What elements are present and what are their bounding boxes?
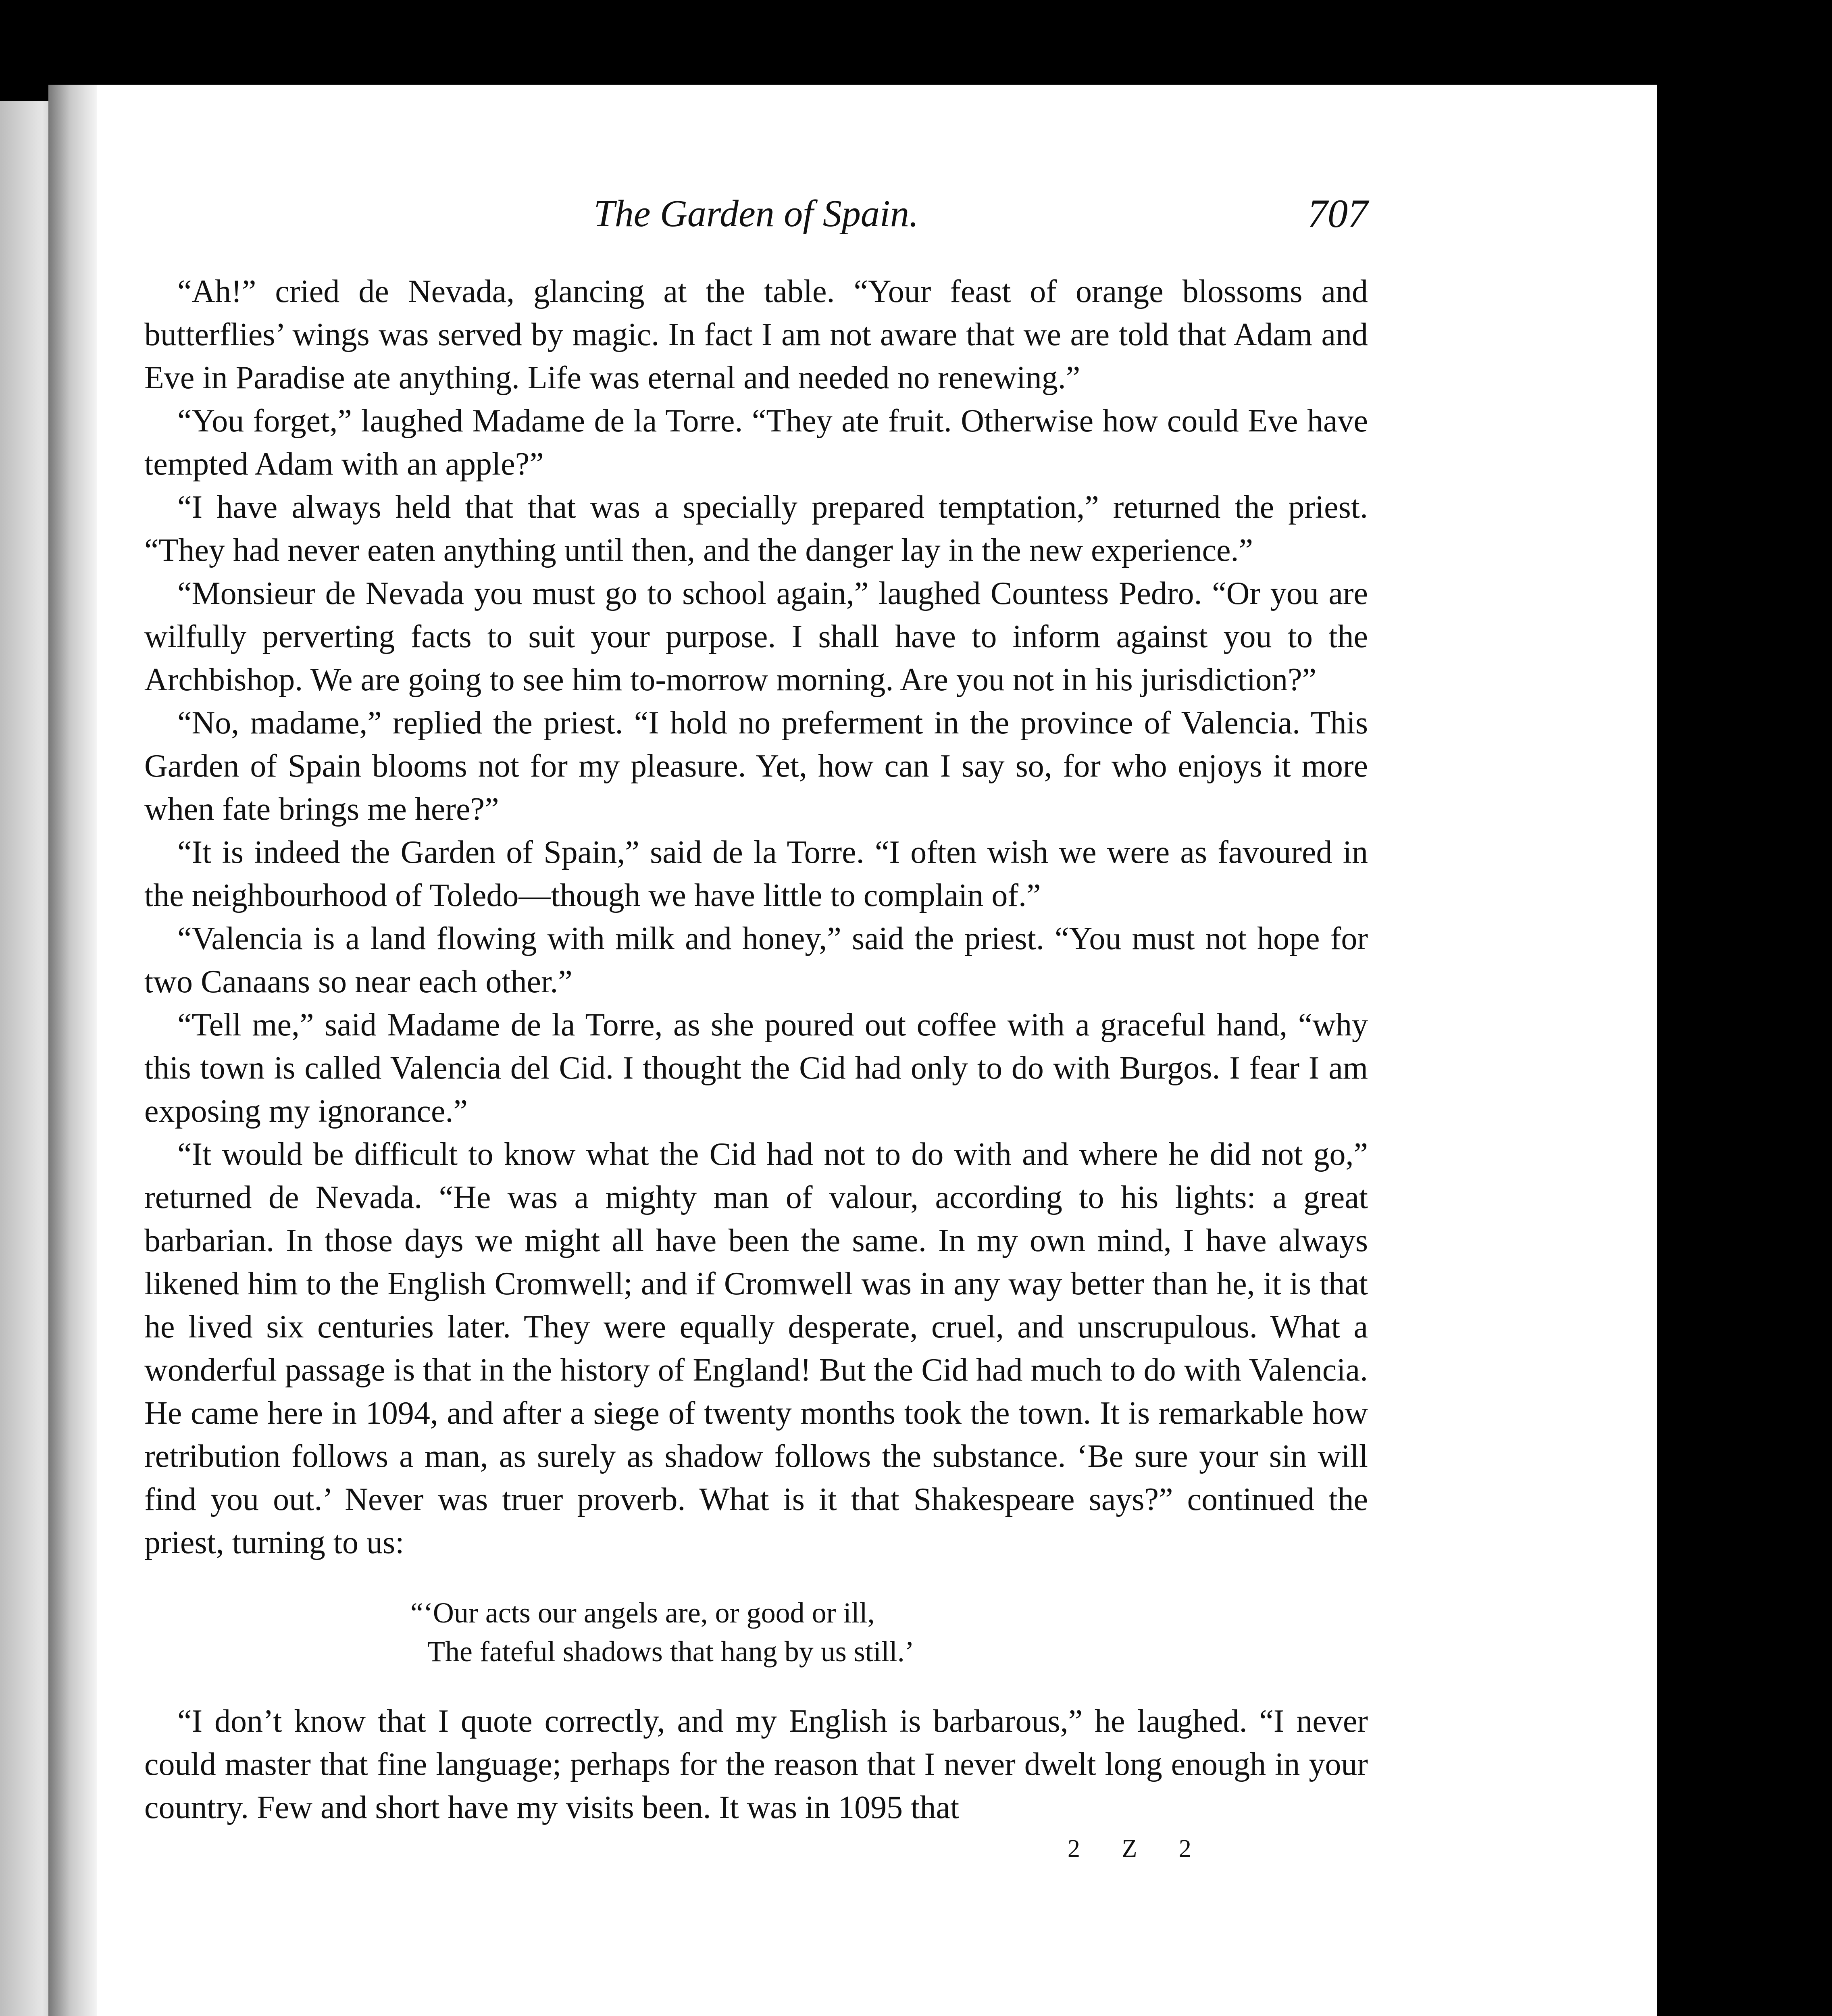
verse-quotation xyxy=(144,1593,1368,1671)
page-number: 707 xyxy=(1307,191,1368,236)
verse-line: The fateful shadows that hang by us still.’ xyxy=(427,1635,914,1668)
page-header xyxy=(144,190,1368,254)
paragraph: “Tell me,” said Madame de la Torre, as she poured out coffee with a graceful hand, “why this town is called Valencia del Cid. I thought the Cid had only to do with Burgos. I fear I am exposing my ignorance.” xyxy=(144,1007,1368,1129)
paragraph: “Monsieur de Nevada you must go to school again,” laughed Countess Pedro. “Or you are wilfully perverting facts to suit your purpose. I shall have to inform against you to the Archbishop. We are going to see him to-morrow morning. Are you not in his jurisdiction?” xyxy=(144,576,1368,698)
signature-mark: 2 Z 2 xyxy=(1068,1835,1209,1862)
paragraph: “Valencia is a land flowing with milk and honey,” said the priest. “You must not hope for two Canaans so near each other.” xyxy=(144,921,1368,1000)
closing-paragraph: “I don’t know that I quote correctly, and my English is barbarous,” he laughed. “I never could master that fine language; perhaps for the reason that I never dwelt long enough in your country. Few and short have my visits been. It was in 1095 that xyxy=(144,1704,1368,1825)
running-title: The Garden of Spain. xyxy=(593,193,919,235)
verse-line: “‘Our acts our angels are, or good or ill, xyxy=(410,1597,875,1629)
paragraph: “It is indeed the Garden of Spain,” said de la Torre. “I often wish we were as favoured in the neighbourhood of Toledo—though we have little to complain of.” xyxy=(144,835,1368,913)
paragraph: “You forget,” laughed Madame de la Torre. “They ate fruit. Otherwise how could Eve have tempted Adam with an apple?” xyxy=(144,403,1368,482)
paragraph: “Ah!” cried de Nevada, glancing at the table. “Your feast of orange blossoms and butterflies’ wings was served by magic. In fact I am not aware that we are told that Adam and Eve in Paradise ate anything. Life was eternal and needed no renewing.” xyxy=(144,274,1368,396)
paragraph: “I have always held that that was a specially prepared temptation,” returned the priest. “They had never eaten anything until then, and the danger lay in the new experience.” xyxy=(144,489,1368,568)
body-text xyxy=(144,270,1368,1866)
paragraph: “It would be difficult to know what the Cid had not to do with and where he did not go,” returned de Nevada. “He was a mighty man of valour, according to his lights: a great barbarian. In those days we might all have been the same. In my own mind, I have always likened him to the English Cromwell; and if Cromwell was in any way better than he, it is that he lived six centuries later. They were equally desperate, cruel, and unscrupulous. What a wonderful passage is that in the history of England! But the Cid had much to do with Valencia. He came here in 1094, and after a siege of twenty months took the town. It is remarkable how retribution follows a man, as surely as shadow follows the substance. ‘Be sure your sin will find you out.’ Never was truer proverb. What is it that Shakespeare says?” continued the priest, turning to us: xyxy=(144,1137,1368,1560)
page-gutter-shadow xyxy=(48,85,97,2016)
paragraph: “No, madame,” replied the priest. “I hold no preferment in the province of Valencia. This Garden of Spain blooms not for my pleasure. Yet, how can I say so, for who enjoys it more when fate brings me here?” xyxy=(144,705,1368,827)
